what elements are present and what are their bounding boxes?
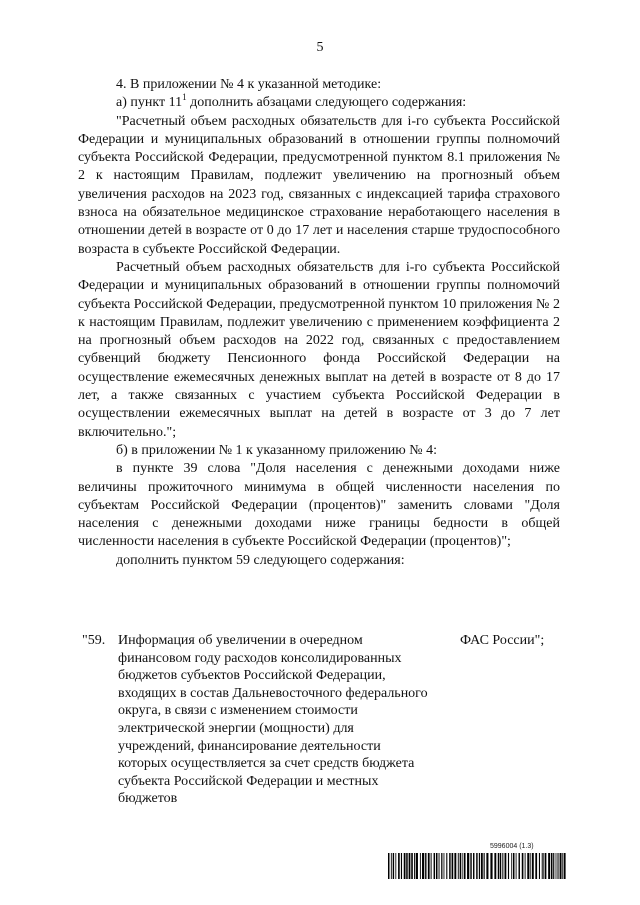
barcode-label: 5996004 (1.3) [490, 843, 534, 850]
paragraph: б) в приложении № 1 к указанному приложению № 4: [116, 442, 437, 458]
item-description: Информация об увеличении в очередном финансовом году расходов консолидированных бюджетов субъектов Российской Федерации, входящих в состав Дальневосточного федерального округа, в связи с изменением стоимости электрической энергии (мощности) для учреждений, финансирование деятельности которых осуществляется за счет средств бюджета субъекта Российской Федерации и местных бюджетов [118, 633, 428, 807]
barcode-icon [388, 853, 566, 879]
item-number: "59. [82, 633, 106, 648]
item-responsible-org: ФАС России"; [460, 633, 545, 648]
paragraph: дополнить пунктом 59 следующего содержания: [116, 552, 405, 568]
document-body [78, 76, 560, 570]
page-number: 5 [316, 40, 324, 55]
paragraph: Расчетный объем расходных обязательств для i-го субъекта Российской Федерации и муниципальных образований в отношении группы полномочий субъекта Российской Федерации, предусмотренной пунктом 10 приложения № 2 к настоящим Правилам, подлежит увеличению с применением коэффициента 2 на прогнозный объем расходов на 2022 год, связанных с предоставлением субвенций бюджету Пенсионного фонда Российской Федерации на осуществление ежемесячных денежных выплат на детей в возрасте от 8 до 17 лет, а также связанных с участием субъекта Российской Федерации в осуществлении ежемесячных выплат на детей в возрасте от 3 до 7 лет включительно."; [78, 259, 560, 440]
paragraph: 4. В приложении № 4 к указанной методике: [116, 77, 382, 92]
paragraph: в пункте 39 слова "Доля населения с денежными доходами ниже величины прожиточного минимума в общей численности населения по субъектам Российской Федерации (процентов)" заменить словами "Доля населения с денежными доходами ниже границы бедности в общей численности населения в субъекте Российской Федерации (процентов)"; [78, 461, 560, 550]
paragraph: а) пункт $11^1$ дополнить абзацами следующего содержания: [116, 91, 467, 111]
paragraph: "Расчетный объем расходных обязательств для i-го субъекта Российской Федерации и муниципальных образований в отношении группы полномочий субъекта Российской Федерации, предусмотренной пунктом 8.1 приложения № 2 к настоящим Правилам, подлежит увеличению на прогнозный объем увеличения расходов на 2023 год, связанных с индексацией тарифа страхового взноса на обязательное медицинское страхование неработающего населения в отношении детей в возрасте от 0 до 17 лет и населения старше трудоспособного возраста в субъекте Российской Федерации. [78, 113, 560, 257]
